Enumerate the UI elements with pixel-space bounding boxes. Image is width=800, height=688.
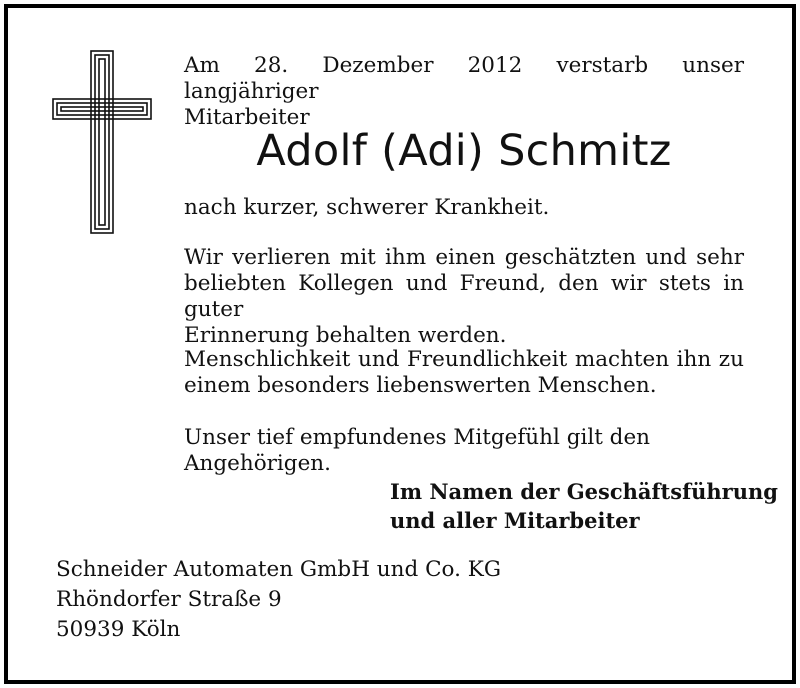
cause-text: nach kurzer, schwerer Krankheit. bbox=[184, 195, 550, 220]
company-street: Rhöndorfer Straße 9 bbox=[56, 587, 282, 612]
paragraph-character bbox=[184, 347, 744, 399]
paragraph-condolence bbox=[184, 425, 744, 477]
paragraph-line: einem besonders liebenswerten Menschen. bbox=[184, 373, 657, 398]
paragraph-tribute bbox=[184, 245, 744, 349]
paragraph-line: Menschlichkeit und Freundlichkeit machten ihn zu bbox=[184, 347, 744, 372]
company-address bbox=[56, 555, 501, 645]
signature-line-2: und aller Mitarbeiter bbox=[390, 508, 640, 533]
deceased-name: Adolf (Adi) Schmitz bbox=[256, 126, 672, 176]
intro-line-2: Mitarbeiter bbox=[184, 105, 310, 130]
paragraph-line: Erinnerung behalten werden. bbox=[184, 323, 507, 348]
paragraph-line: beliebten Kollegen und Freund, den wir stets in guter bbox=[184, 271, 744, 322]
signature-line-1: Im Namen der Geschäftsführung bbox=[390, 479, 778, 504]
paragraph-line: Unser tief empfundenes Mitgefühl gilt den Angehörigen. bbox=[184, 425, 651, 476]
cross-icon bbox=[52, 50, 152, 234]
intro-text bbox=[184, 53, 744, 131]
paragraph-line: Wir verlieren mit ihm einen geschätzten und sehr bbox=[184, 245, 744, 270]
signature-block bbox=[390, 477, 778, 535]
company-city: 50939 Köln bbox=[56, 617, 181, 642]
company-name: Schneider Automaten GmbH und Co. KG bbox=[56, 557, 501, 582]
intro-line-1: Am 28. Dezember 2012 verstarb unser langjähriger bbox=[184, 53, 744, 104]
